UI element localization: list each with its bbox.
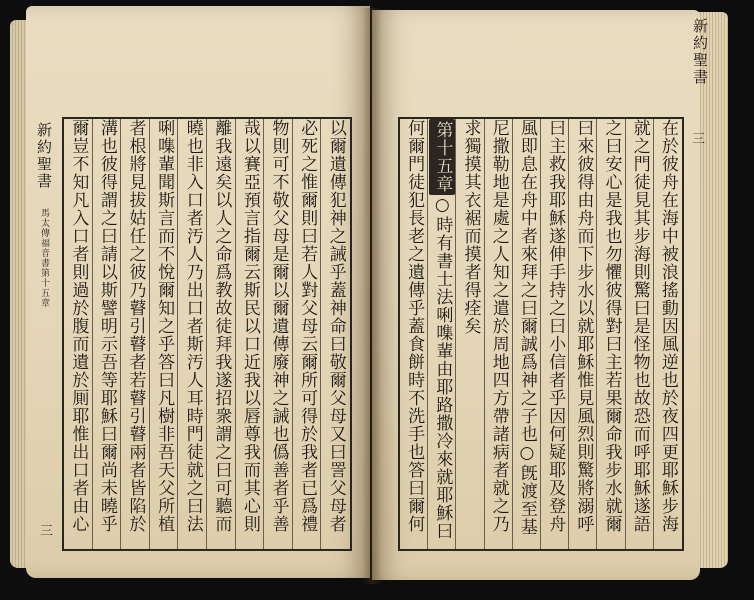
left-margin-title: 新約聖書: [35, 122, 53, 190]
left-text-frame: [62, 117, 352, 551]
chapter-heading: 第十五章: [429, 119, 455, 195]
right-column-3: [599, 119, 625, 549]
text-line: 必死之惟爾則曰若人對父母云爾所可得於我者已爲禮: [297, 119, 318, 533]
left-column-4: [237, 119, 263, 549]
text-line: 在於彼舟在海中被浪搖動因風逆也於夜四更耶穌步海: [657, 119, 678, 533]
left-column-6: [180, 119, 206, 549]
text-line: 何爾門徒犯長老之遺傳乎蓋食餅時不洗手也答曰爾何: [404, 119, 425, 533]
right-column-7: [486, 119, 512, 549]
column-rule: [653, 119, 654, 549]
column-rule: [596, 119, 597, 549]
text-line: 曉也非入口者汚人乃出口者斯汚人耳時門徒就之曰法: [182, 119, 203, 533]
text-line: 尼撒勒地是處之人知之遣於周地四方帶諸病者就之乃: [488, 119, 509, 533]
left-column-5: [208, 119, 234, 549]
right-margin-title: 新約聖書: [691, 18, 709, 86]
right-folio: 三: [692, 132, 706, 147]
column-rule: [92, 119, 93, 549]
left-folio: 三: [40, 524, 54, 539]
right-text-frame: [398, 117, 684, 551]
column-rule: [455, 119, 456, 549]
column-rule: [263, 119, 264, 549]
left-column-7: [151, 119, 177, 549]
text-line: 唎㗱輩聞斯言而不悅爾知之乎答曰凡樹非吾天父所植: [154, 119, 175, 533]
text-line: 曰主救我耶穌遂伸手持之曰小信者乎因何疑耶及登舟: [545, 119, 566, 533]
text-line: 之曰安心是我也勿懼彼得對曰主若果爾命我步水就爾: [601, 119, 622, 533]
text-line: 曰來彼得由舟而下步水以就耶穌惟見風烈則驚將溺呼: [573, 119, 594, 533]
column-rule: [540, 119, 541, 549]
text-line: ○時有書士法唎㗱輩由耶路撒冷來就耶穌曰: [432, 195, 453, 540]
left-column-3: [266, 119, 292, 549]
text-line: 者根將見拔姑任之彼乃瞽引瞽者若瞽引瞽兩者皆陷於: [125, 119, 146, 533]
book-spine: [362, 8, 382, 584]
text-line: 風即息在舟中者來拜之曰爾誠爲神之子也○旣渡至基: [516, 119, 537, 536]
left-column-9: [94, 119, 120, 549]
left-column-8: [123, 119, 149, 549]
right-margin-header: [690, 18, 711, 198]
column-rule: [427, 119, 428, 549]
column-rule: [149, 119, 150, 549]
text-line: 物則可不敬父母是爾以爾遺傳廢神之誡也僞善者乎善: [268, 119, 289, 533]
text-line: 溝也彼得謂之曰請以斯譬明示吾等耶穌曰爾尚未曉乎: [96, 119, 117, 533]
right-chapter-column-1: [429, 119, 455, 549]
right-column-8: [458, 119, 484, 549]
column-rule: [568, 119, 569, 549]
right-column-1: [655, 119, 681, 549]
column-rule: [120, 119, 121, 549]
left-column-2: [294, 119, 320, 549]
column-rule: [206, 119, 207, 549]
right-chapter-column-2: [401, 119, 427, 549]
column-rule: [484, 119, 485, 549]
left-margin-header: [34, 122, 55, 542]
right-column-5: [542, 119, 568, 549]
column-rule: [292, 119, 293, 549]
text-line: 離我遠矣以人之命爲教故徒拜我遂招衆謂之曰可聽而: [211, 119, 232, 533]
left-margin-subtitle: 馬太傳福音書第十五章: [39, 208, 49, 308]
column-rule: [625, 119, 626, 549]
text-line: 哉以賽亞預言指爾云斯民以口近我以唇尊我而其心則: [239, 119, 260, 533]
left-column-10: [65, 119, 91, 549]
column-rule: [320, 119, 321, 549]
text-line: 求獨摸其衣裾而摸者得痊矣: [460, 119, 481, 335]
text-line: 爾豈不知凡入口者則過於腹而遺於厠耶惟出口者由心: [68, 119, 89, 533]
text-line: 就之門徒見其步海則驚曰是怪物也故恐而呼耶穌遂語: [629, 119, 650, 533]
right-column-2: [627, 119, 653, 549]
column-rule: [235, 119, 236, 549]
left-column-1: [323, 119, 349, 549]
column-rule: [512, 119, 513, 549]
column-rule: [177, 119, 178, 549]
text-line: 以爾遺傳犯神之誡乎蓋神命曰敬爾父母又曰詈父母者: [325, 119, 346, 533]
right-column-4: [570, 119, 596, 549]
right-column-6: [514, 119, 540, 549]
